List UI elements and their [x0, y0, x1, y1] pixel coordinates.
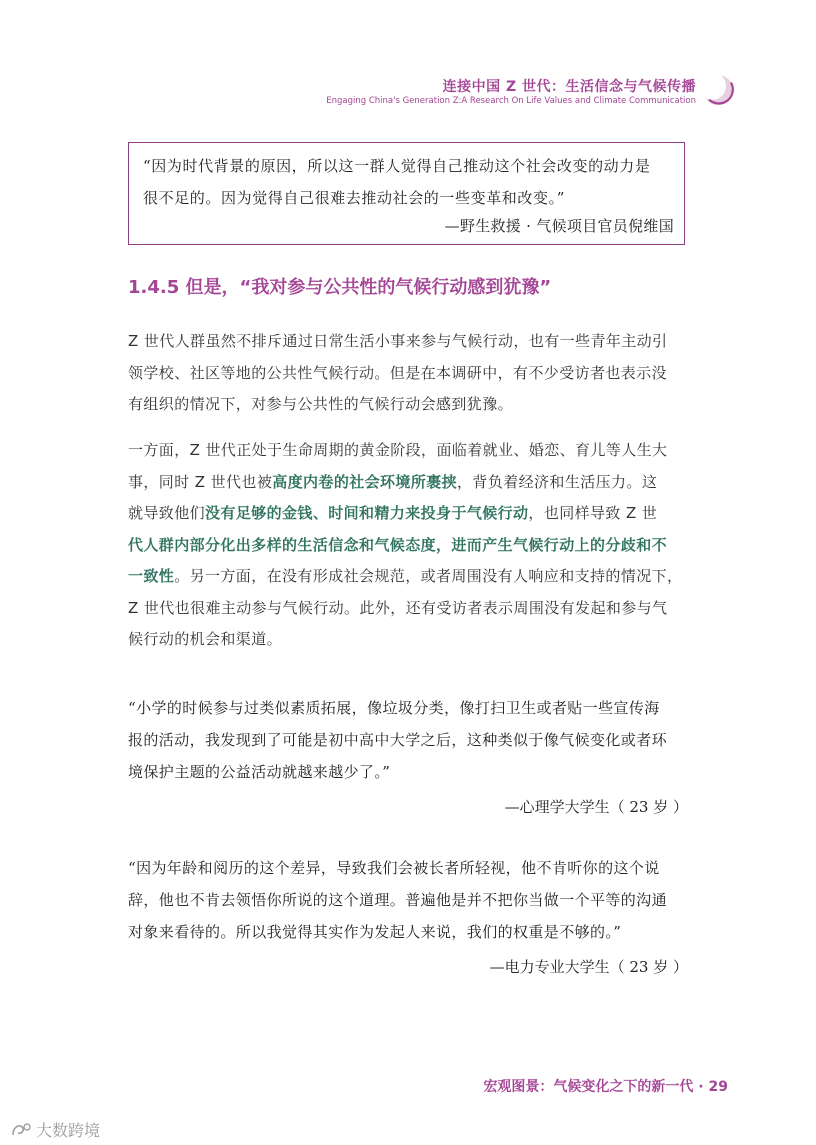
- highlighted-phrase: 没有足够的金钱、时间和精力来投身于气候行动: [205, 504, 529, 522]
- paragraph-line: [128, 498, 688, 530]
- interview-quote-2: [128, 852, 693, 948]
- page-footer: 宏观图景：气候变化之下的新一代 · 29: [483, 1079, 728, 1095]
- quote-attribution: —野生救援 · 气候项目官员倪维国: [444, 217, 674, 235]
- text-run: 就导致他们: [128, 504, 206, 522]
- section-heading: 1.4.5 但是，“我对参与公共性的气候行动感到犹豫”: [128, 277, 552, 298]
- paragraph-line: [128, 561, 688, 593]
- text-run: ，背负着经济和生活压力。这: [457, 472, 658, 491]
- highlighted-phrase: 一致性: [128, 567, 175, 585]
- paragraph-line: 一方面，Z 世代正处于生命周期的黄金阶段，面临着就业、婚恋、育儿等人生大: [128, 441, 668, 459]
- quote-line: 境保护主题的公益活动就越来越少了。”: [128, 763, 391, 781]
- crescent-moon-icon: [700, 72, 736, 108]
- header-subtitle: Engaging China's Generation Z:A Research On Life Values and Climate Communication: [326, 96, 696, 106]
- quote-line: 很不足的。因为觉得自己很难去推动社会的一些变革和改变。”: [143, 189, 565, 207]
- quote-line: “因为年龄和阅历的这个差异，导致我们会被长者所轻视，他不肯听你的这个说: [128, 859, 660, 877]
- watermark-logo-icon: [10, 1121, 32, 1139]
- paragraph-line: 候行动的机会和渠道。: [128, 630, 283, 648]
- header-title: 连接中国 Z 世代：生活信念与气候传播: [442, 79, 696, 95]
- body-paragraph-1: [128, 326, 688, 421]
- body-paragraph-2: [128, 435, 688, 656]
- paragraph-line: [128, 467, 688, 499]
- interview-quote-1: [128, 692, 693, 788]
- paragraph-line: Z 世代也很难主动参与气候行动。此外，还有受访者表示周围没有发起和参与气: [128, 598, 668, 617]
- paragraph-line: Z 世代人群虽然不排斥通过日常生活小事来参与气候行动，也有一些青年主动引: [128, 332, 668, 350]
- text-run: 事，同时 Z 世代也被: [128, 472, 273, 491]
- text-run: ，也同样导致 Z 世: [528, 504, 658, 522]
- quote-line: 辞，他也不肯去领悟你所说的这个道理。普遍他是并不把你当做一个平等的沟通: [128, 891, 668, 909]
- paragraph-line: 有组织的情况下，对参与公共性的气候行动会感到犹豫。: [128, 395, 514, 413]
- highlighted-phrase: 高度内卷的社会环境所裹挟: [272, 472, 458, 491]
- watermark: [10, 1118, 100, 1141]
- quote-attribution: —电力专业大学生（ 23 岁 ）: [489, 958, 688, 976]
- quote-attribution: —心理学大学生（ 23 岁 ）: [504, 798, 688, 816]
- paragraph-line: 领学校、社区等地的公共性气候行动。但是在本调研中，有不少受访者也表示没: [128, 363, 668, 382]
- quote-line: 报的活动，我发现到了可能是初中高中大学之后，这种类似于像气候变化或者环: [128, 731, 668, 749]
- quote-line: 对象来看待的。所以我觉得其实作为发起人来说，我们的权重是不够的。”: [128, 923, 622, 941]
- quote-line: “小学的时候参与过类似素质拓展，像垃圾分类，像打扫卫生或者贴一些宣传海: [128, 699, 660, 717]
- highlight-quote-box: [128, 142, 685, 245]
- quote-line: “因为时代背景的原因，所以这一群人觉得自己推动这个社会改变的动力是: [143, 157, 651, 175]
- text-run: 。另一方面，在没有形成社会规范，或者周围没有人响应和支持的情况下，: [174, 567, 683, 585]
- highlighted-line: 代人群内部分化出多样的生活信念和气候态度，进而产生气候行动上的分歧和不: [128, 535, 668, 554]
- watermark-text: 大数跨境: [36, 1121, 101, 1140]
